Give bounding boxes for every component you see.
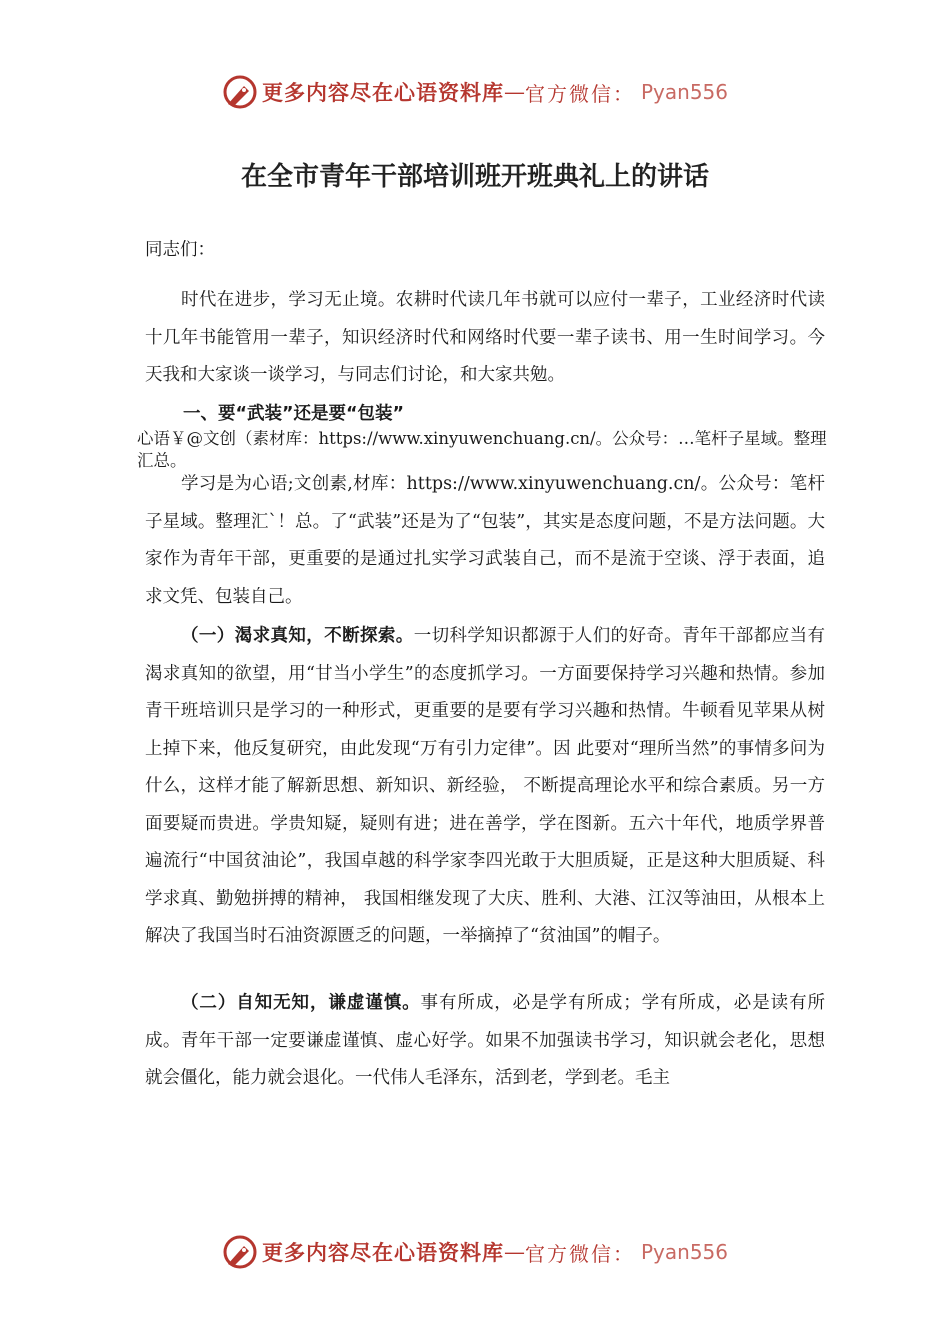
header-banner [0, 70, 950, 114]
banner-wechat-id: Pyan556 [640, 80, 728, 104]
banner-wechat-id: Pyan556 [640, 1240, 728, 1264]
intro-paragraph: 时代在进步，学习无止境。农耕时代读几年书就可以应付一辈子，工业经济时代读十几年书能管用一辈子，知识经济时代和网络时代要一辈子读书、用一生时间学习。今天我和大家谈一谈学习，与同志们讨论，和大家共勉。 [145, 290, 825, 385]
banner-wechat-label: 官方微信： [524, 81, 635, 106]
banner-text: 更多内容尽在心语资料库 [261, 80, 504, 105]
salutation: 同志们： [145, 240, 215, 260]
pen-nib-logo-icon [222, 1234, 258, 1270]
subsection-1-paragraph [145, 618, 825, 956]
banner-wechat-label: 官方微信： [524, 1241, 635, 1266]
section1-paragraph: 学习是为心语;文创素,材库：https://www.xinyuwenchuang.cn/。公众号：笔杆子星域。整理汇`！总。了“武装”还是为了“包装”，其实是态度问题，不是方法问题。大家作为青年干部，更重要的是通过扎实学习武装自己，而不是流于空谈、浮于表面，追求文凭、包装自己。 [145, 474, 825, 607]
banner-separator: — [503, 1240, 525, 1264]
subsection-2-lead: （二）自知无知，谦虚谨慎。 [181, 993, 421, 1013]
document-title: 在全市青年干部培训班开班典礼上的讲话 [240, 162, 709, 192]
subsection-2-body: 事有所成，必是学有所成；学有所成，必是读有所成。青年干部一定要谦虚谨慎、虚心好学。如果不加强读书学习，知识就会老化，思想就会僵化，能力就会退化。一代伟人毛泽东，活到老，学到老。毛主 [145, 993, 826, 1088]
banner-separator: — [503, 80, 525, 104]
subsection-1-body: 一切科学知识都源于人们的好奇。青年干部都应当有渴求真知的欲望，用“甘当小学生”的态度抓学习。一方面要保持学习兴趣和热情。参加青干班培训只是学习的一种形式，更重要的是要有学习兴趣和热情。牛顿看见苹果从树上掉下来，他反复研究，由此发现“万有引力定律”。因 此要对“理所当然”的事情多问为什么，这样才能了解新思想、新知识、新经验， 不断提高理论水平和综合素质。另一方面要疑而贵进。学贵知疑，疑则有进；进在善学，学在图新。五六十年代，地质学界普遍流行“中国贫油论”，我国卓越的科学家李四光敢于大胆质疑，正是这种大胆质疑、科学求真、勤勉拼搏的精神， 我国相继发现了大庆、胜利、大港、江汉等油田，从根本上解决了我国当时石油资源匮乏的问题，一举摘掉了“贫油国”的帽子。 [145, 626, 826, 946]
footer-banner [0, 1230, 950, 1274]
section-heading-1: 一、要“武装”还是要“包装” [183, 404, 405, 424]
banner-text: 更多内容尽在心语资料库 [261, 1240, 504, 1265]
pen-nib-logo-icon [222, 74, 258, 110]
subsection-2-paragraph [145, 985, 825, 1098]
subsection-1-lead: （一）渴求真知，不断探索。 [181, 626, 414, 646]
source-note: 心语￥@文创（素材库：https://www.xinyuwenchuang.cn/。公众号：…笔杆子星域。整理汇总。 [137, 429, 827, 470]
